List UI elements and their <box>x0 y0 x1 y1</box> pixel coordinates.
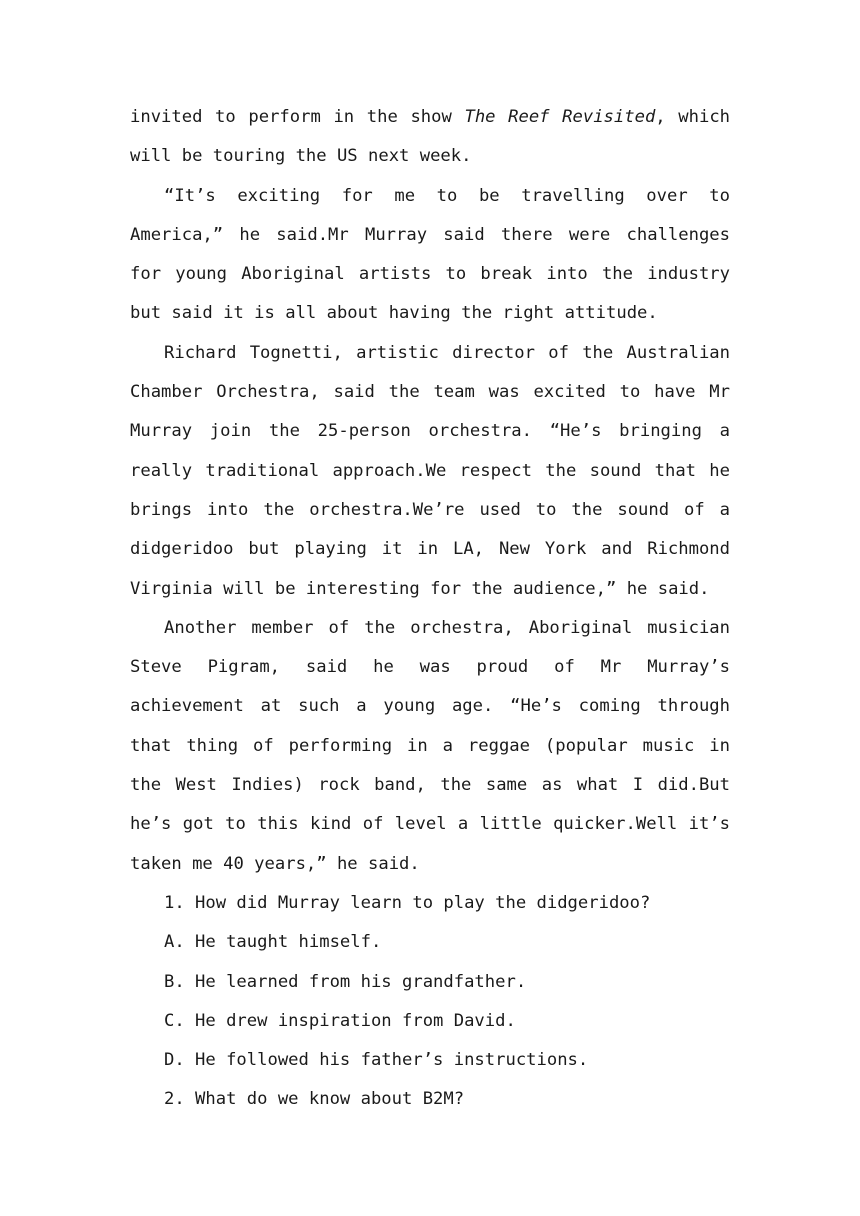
question-2-stem: 2. What do we know about B2M? <box>164 1089 465 1110</box>
question-1-option-a: A. He taught himself. <box>164 932 382 953</box>
question-1-option-b: B. He learned from his grandfather. <box>164 971 527 992</box>
paragraph-1 <box>130 98 730 177</box>
paragraph-4: Another member of the orchestra, Aboriginal musician Steve Pigram, said he was proud of Mr Murray’s achievement at such a young age. “He’s coming through that thing of performing in a reggae (popular music in the West Indies) rock band, the same as what I did.But he’s got to this kind of level a little quicker.Well it’s taken me 40 years,” he said. <box>130 617 730 874</box>
article-body <box>130 98 730 1120</box>
question-1-option-c: C. He drew inspiration from David. <box>164 1010 516 1031</box>
show-title: The Reef Revisited <box>464 107 656 127</box>
question-1-stem: 1. How did Murray learn to play the didgeridoo? <box>164 892 651 913</box>
paragraph-1-text-start: invited to perform in the show <box>130 107 465 127</box>
paragraph-1-text-end: , which will be touring the US next week. <box>130 107 731 167</box>
question-1-option-d: D. He followed his father’s instructions. <box>164 1050 589 1071</box>
paragraph-3: Richard Tognetti, artistic director of the Australian Chamber Orchestra, said the team was excited to have Mr Murray join the 25-person orchestra. “He’s bringing a really traditional approach.We respect the sound that he brings into the orchestra.We’re used to the sound of a didgeridoo but playing it in LA, New York and Richmond Virginia will be interesting for the audience,” he said. <box>130 342 730 599</box>
paragraph-2: “It’s exciting for me to be travelling over to America,” he said.Mr Murray said there were challenges for young Aboriginal artists to break into the industry but said it is all about having the right attitude. <box>130 185 730 324</box>
